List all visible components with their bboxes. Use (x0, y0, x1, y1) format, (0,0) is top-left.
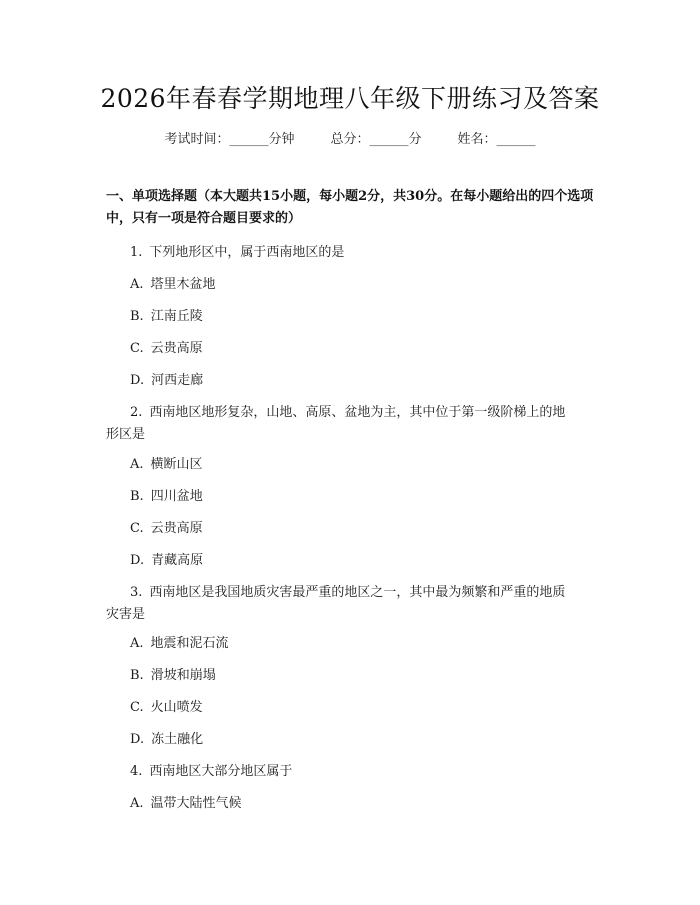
total-score-field: 总分：______分 (330, 132, 422, 147)
question-text: 西南地区地形复杂，山地、高原、盆地为主，其中位于第一级阶梯上的地 (149, 405, 566, 420)
option-text: 横断山区 (150, 457, 203, 472)
option-text: 温带大陆性气候 (150, 796, 242, 811)
option-text: 河西走廊 (151, 373, 204, 388)
option-letter: B. (130, 309, 144, 324)
option-letter: D. (130, 732, 145, 747)
question-2-option-d (130, 550, 596, 572)
option-letter: C. (130, 521, 144, 536)
section-heading: 一、单项选择题（本大题共15小题，每小题2分，共30分。在每小题给出的四个选项中，只有一项是符合题目要求的） (106, 189, 594, 226)
question-2-option-a (130, 454, 596, 476)
question-1-option-c (130, 338, 596, 360)
question-1-option-d (130, 370, 596, 392)
exam-meta (0, 128, 700, 152)
option-text: 塔里木盆地 (150, 277, 216, 292)
question-3-option-a (130, 633, 596, 655)
question-number: 4. (130, 764, 143, 779)
question-1-option-a (130, 274, 596, 296)
question-text: 下列地形区中，属于西南地区的是 (149, 245, 345, 260)
question-3-option-d (130, 729, 596, 751)
option-letter: A. (130, 277, 144, 292)
option-text: 青藏高原 (151, 553, 204, 568)
option-text: 四川盆地 (150, 489, 203, 504)
question-1-option-b (130, 306, 596, 328)
option-text: 江南丘陵 (150, 309, 203, 324)
question-2-stem-continued: 形区是 (106, 427, 146, 442)
option-text: 云贵高原 (150, 521, 203, 536)
option-letter: B. (130, 489, 144, 504)
question-3-stem (130, 582, 596, 604)
option-letter: A. (130, 636, 144, 651)
question-number: 3. (130, 585, 143, 600)
option-text: 冻土融化 (151, 732, 204, 747)
question-4-option-a (130, 793, 596, 815)
question-2-option-c (130, 518, 596, 540)
question-2-option-b (130, 486, 596, 508)
option-letter: D. (130, 553, 145, 568)
question-3-stem-continued: 灾害是 (106, 607, 146, 622)
question-1-stem (130, 242, 596, 264)
option-letter: C. (130, 341, 144, 356)
question-2-stem (130, 402, 596, 424)
option-text: 滑坡和崩塌 (150, 668, 216, 683)
option-letter: B. (130, 668, 144, 683)
question-number: 1. (130, 245, 143, 260)
question-number: 2. (130, 405, 143, 420)
option-letter: C. (130, 700, 144, 715)
option-letter: D. (130, 373, 145, 388)
question-text: 西南地区大部分地区属于 (149, 764, 293, 779)
name-field: 姓名：______ (457, 132, 536, 147)
exam-time-field: 考试时间：______分钟 (164, 132, 295, 147)
option-letter: A. (130, 457, 144, 472)
option-letter: A. (130, 796, 144, 811)
option-text: 云贵高原 (150, 341, 203, 356)
page-title: 2026年春春学期地理八年级下册练习及答案 (100, 84, 600, 113)
question-3-option-c (130, 697, 596, 719)
question-4-stem (130, 761, 596, 783)
question-text: 西南地区是我国地质灾害最严重的地区之一，其中最为频繁和严重的地质 (149, 585, 566, 600)
option-text: 火山喷发 (150, 700, 203, 715)
question-3-option-b (130, 665, 596, 687)
option-text: 地震和泥石流 (150, 636, 229, 651)
